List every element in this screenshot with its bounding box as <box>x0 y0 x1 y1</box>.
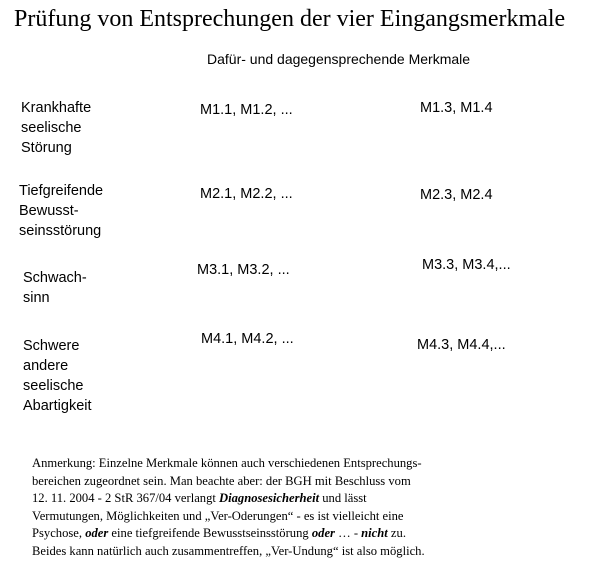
pro-features: M1.1, M1.2, ... <box>200 102 293 118</box>
page-title: Prüfung von Entsprechungen der vier Eingangsmerkmale <box>14 6 566 32</box>
contra-features: M1.3, M1.4 <box>420 100 493 116</box>
category-line: Tiefgreifende <box>19 183 104 199</box>
note-line: Beides kann natürlich auch zusammentreffen, „Ver-Undung“ ist also möglich. <box>32 543 425 558</box>
note-line <box>32 525 572 543</box>
contra-features: M4.3, M4.4,... <box>417 337 506 353</box>
category-label-schwachsinn <box>23 268 87 308</box>
note-text: eine tiefgreifende Bewusstseinsstörung <box>108 526 312 541</box>
pro-features: M4.1, M4.2, ... <box>201 331 294 347</box>
category-line: sinn <box>23 290 50 306</box>
category-line: Krankhafte <box>21 100 92 116</box>
category-line: Störung <box>21 140 72 156</box>
note-line: Anmerkung: Einzelne Merkmale können auch verschiedenen Entsprechungs- <box>32 456 422 470</box>
note-emphasis: oder <box>311 526 335 541</box>
annotation-note <box>32 455 572 561</box>
contra-features: M2.3, M2.4 <box>420 187 493 203</box>
category-label-krankhafte <box>21 98 91 158</box>
category-line: seelische <box>23 378 84 394</box>
note-line: Vermutungen, Möglichkeiten und „Ver-Oderungen“ - es ist vielleicht eine <box>32 508 404 523</box>
note-text: zu. <box>387 526 406 541</box>
category-line: Abartigkeit <box>23 398 92 414</box>
column-header: Dafür- und dagegensprechende Merkmale <box>207 51 471 67</box>
category-line: seelische <box>21 120 82 136</box>
note-line <box>32 490 572 508</box>
note-emphasis: oder <box>85 526 109 541</box>
note-text: und lässt <box>319 491 367 506</box>
category-label-schwere-andere <box>23 336 92 416</box>
note-emphasis: nicht <box>361 526 388 541</box>
note-line: bereichen zugeordnet sein. Man beachte aber: der BGH mit Beschluss vom <box>32 473 411 488</box>
note-text: Psychose, <box>32 526 86 541</box>
category-line: seinsstörung <box>19 223 102 239</box>
note-emphasis: Diagnosesicherheit <box>219 491 320 506</box>
pro-features: M2.1, M2.2, ... <box>200 186 293 202</box>
pro-features: M3.1, M3.2, ... <box>197 262 290 278</box>
contra-features: M3.3, M3.4,... <box>422 257 511 273</box>
note-text: … - <box>334 526 362 541</box>
note-text: 12. 11. 2004 - 2 StR 367/04 verlangt <box>32 491 220 506</box>
category-line: andere <box>23 358 69 374</box>
category-line: Schwach- <box>23 270 87 286</box>
category-line: Schwere <box>23 338 80 354</box>
category-label-tiefgreifende <box>19 181 103 241</box>
category-line: Bewusst- <box>19 203 79 219</box>
